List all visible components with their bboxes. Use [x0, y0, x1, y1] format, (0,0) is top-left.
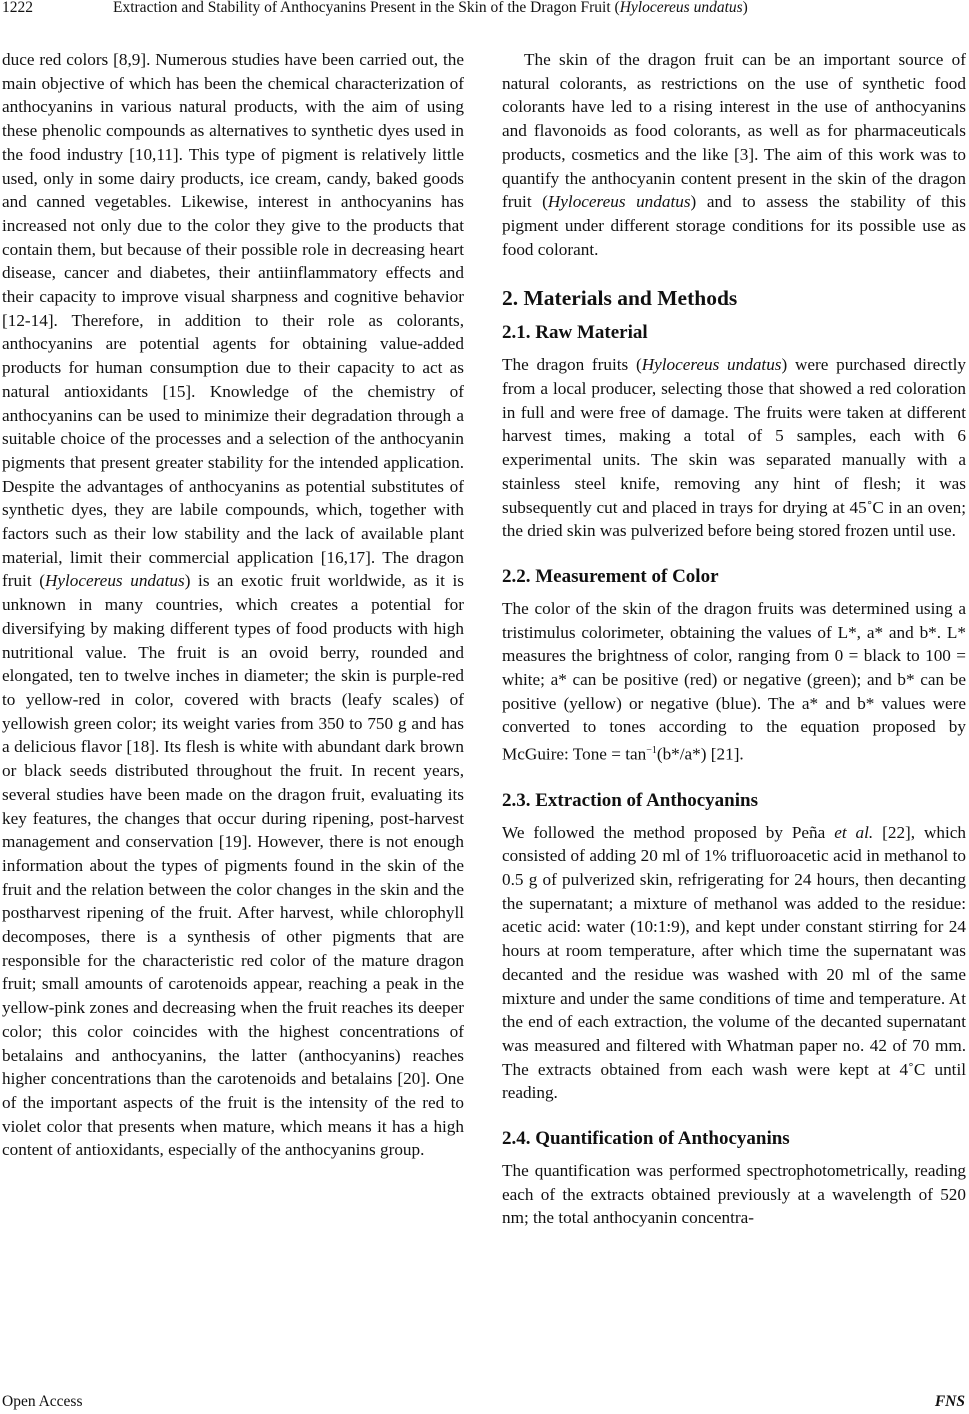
quantification-paragraph: The quantification was performed spectrophotometrically, reading each of the extracts obtained previously at a wavelength of 520 nm; the total anthocyanin concentra-: [502, 1161, 966, 1228]
paragraph-text: The skin of the dragon fruit can be an important source of natural colorants, as restrictions on the use of synthetic food colorants have led to a rising interest in the use of anthocyanins and flavonoids as food colorants, as well as for pharmaceuticals products, cosmetics and the like [3]. The aim of this work was to quantify the anthocyanin content present in the skin of the dragon fruit (: [502, 50, 966, 212]
running-title-species: Hylocereus undatus: [619, 0, 743, 16]
latin-abbrev: et al.: [834, 822, 874, 842]
species-name: Hylocereus undatus: [641, 355, 782, 375]
paragraph-text: We followed the method proposed by Peña: [502, 822, 835, 842]
paragraph-text: The dragon fruits (: [502, 355, 642, 375]
paragraph-text: [22], which consisted of adding 20 ml of 1% trifluoroacetic acid in methanol to 0.5 g of pulverized skin, refrigerating for 24 hours, then decanting the supernatant; a mixture of methanol was added to the residue: acetic acid: water (10:1:9), and kept under constant stirring for 24 hours at room temperature, after which time the supernatant was decanted and the residue was washed with 20 ml of the same mixture and under the same conditions of time and temperature. At the end of each extraction, the volume of the decanted supernatant was measured and filtered with Whatman paper no. 42 of 70 mm. The extracts obtained from each wash were kept at 4˚C until reading.: [502, 822, 967, 1103]
intro-paragraph-aim: [502, 48, 966, 261]
running-title: [113, 0, 748, 16]
subsection-heading-quantification: 2.4. Quantification of Anthocyanins: [502, 1128, 790, 1150]
left-column: [2, 48, 464, 1162]
extraction-paragraph: [502, 821, 966, 1105]
paragraph-text: ) were purchased directly from a local producer, selecting those that showed a red coloration in full and were free of damage. The fruits were taken at different harvest times, making a total of 5 samples, each with 6 experimental units. The skin was separated manually with a stainless steel knife, removing any hint of flesh; it was subsequently cut and placed in trays for drying at 45˚C in an oven; the dried skin was pulverized before being stored frozen until use.: [502, 355, 967, 541]
section-heading-materials-methods: 2. Materials and Methods: [502, 286, 738, 311]
intro-paragraph-continued: [2, 48, 464, 1162]
paragraph-text: duce red colors [8,9]. Numerous studies have been carried out, the main objective of which has been the chemical characterization of anthocyanins in various natural products, with the aim of using these phenolic compounds as alternatives to synthetic dyes used in the food industry [10,11]. This type of pigment is relatively little used, only in some dairy products, ice cream, candy, baked goods and canned vegetables. Likewise, interest in anthocyanins has increased not only due to the color they give to the products that contain them, but because of their possible role in decreasing heart disease, cancer and diabetes, their antiinflammatory effects and their capacity to improve visual sharpness and cognitive behavior [12-14]. Therefore, in addition to their role as colorants, anthocyanins are potential agents for obtaining value-added products for human consumption due to their capacity to act as natural antioxidants [15]. Knowledge of the chemistry of anthocyanins can be used to minimize their degradation through a suitable choice of the processes and a selection of the anthocyanin pigments that present greater stability for the intended application. Despite the advantages of anthocyanins as potential substitutes of synthetic dyes, they are labile compounds, which, together with factors such as their low stability and the lack of available plant material, limit their commercial application [16,17]. The dragon fruit (: [2, 50, 464, 591]
color-paragraph: [502, 597, 966, 767]
superscript: −1: [646, 745, 657, 757]
page-number: 1222: [2, 0, 33, 16]
species-name: Hylocereus undatus: [547, 192, 691, 212]
paragraph-text: (b*/a*) [21].: [656, 744, 744, 764]
paragraph-text: The color of the skin of the dragon fruits was determined using a tristimulus colorimeter, obtaining the values of L*, a* and b*. L* measures the brightness of color, ranging from 0 = black to 100 = white; a* can be positive (red) or negative (green); and b* can be positive (yellow) or negative (blue). The a* and b* values were converted to tones according to the equation proposed by McGuire: Tone = tan: [502, 598, 966, 764]
paragraph-text: ) and to assess the stability of this pigment under different storage conditions for its possible use as food colorant.: [502, 192, 966, 259]
running-header: [0, 0, 969, 22]
right-column: [502, 48, 966, 1230]
subsection-heading-color: 2.2. Measurement of Color: [502, 565, 719, 587]
species-name: Hylocereus undatus: [44, 571, 185, 591]
footer-open-access: Open Access: [2, 1393, 83, 1410]
subsection-heading-raw-material: 2.1. Raw Material: [502, 322, 648, 344]
paragraph-text: ) is an exotic fruit worldwide, as it is unknown in many countries, which creates a potential for diversifying by making different types of food products with high nutritional value. The fruit is an ovoid berry, rounded and elongated, ten to twelve inches in diameter; the skin is purple-red to yellow-red in color, covered with bracts (leafy scales) of yellowish green color; its weight varies from 350 to 750 g and has a delicious flavor [18]. Its flesh is white with abundant dark brown or black seeds distributed throughout the fruit. In recent years, several studies have been made on the dragon fruit, evaluating its key features, the changes that occur during ripening, post-harvest management and conservation [19]. However, there is not enough information about the types of pigments found in the skin of the fruit and the relation between the color changes in the skin and the postharvest ripening of the fruit. After harvest, while chlorophyll decomposes, there is a synthesis of other pigments that are responsible for the characteristic red color of the mature dragon fruit; small amounts of carotenoids appear, reaching a peak in the yellow-pink zones and decreasing when the fruit reaches its deeper color; this color coincides with the highest concentrations of betalains and anthocyanins, the latter (anthocyanins) reaches higher concentrations than the carotenoids and betalains [20]. One of the important aspects of the fruit is the intensity of the red to violet color that presents when mature, which means it has a high content of antioxidants, especially of the anthocyanins group.: [2, 571, 464, 1160]
subsection-heading-extraction: 2.3. Extraction of Anthocyanins: [502, 789, 758, 811]
footer-journal-abbrev: FNS: [934, 1393, 965, 1410]
running-title-close: ): [742, 0, 748, 16]
running-title-text: Extraction and Stability of Anthocyanins Present in the Skin of the Dragon Fruit (: [113, 0, 620, 16]
raw-material-paragraph: [502, 353, 966, 543]
